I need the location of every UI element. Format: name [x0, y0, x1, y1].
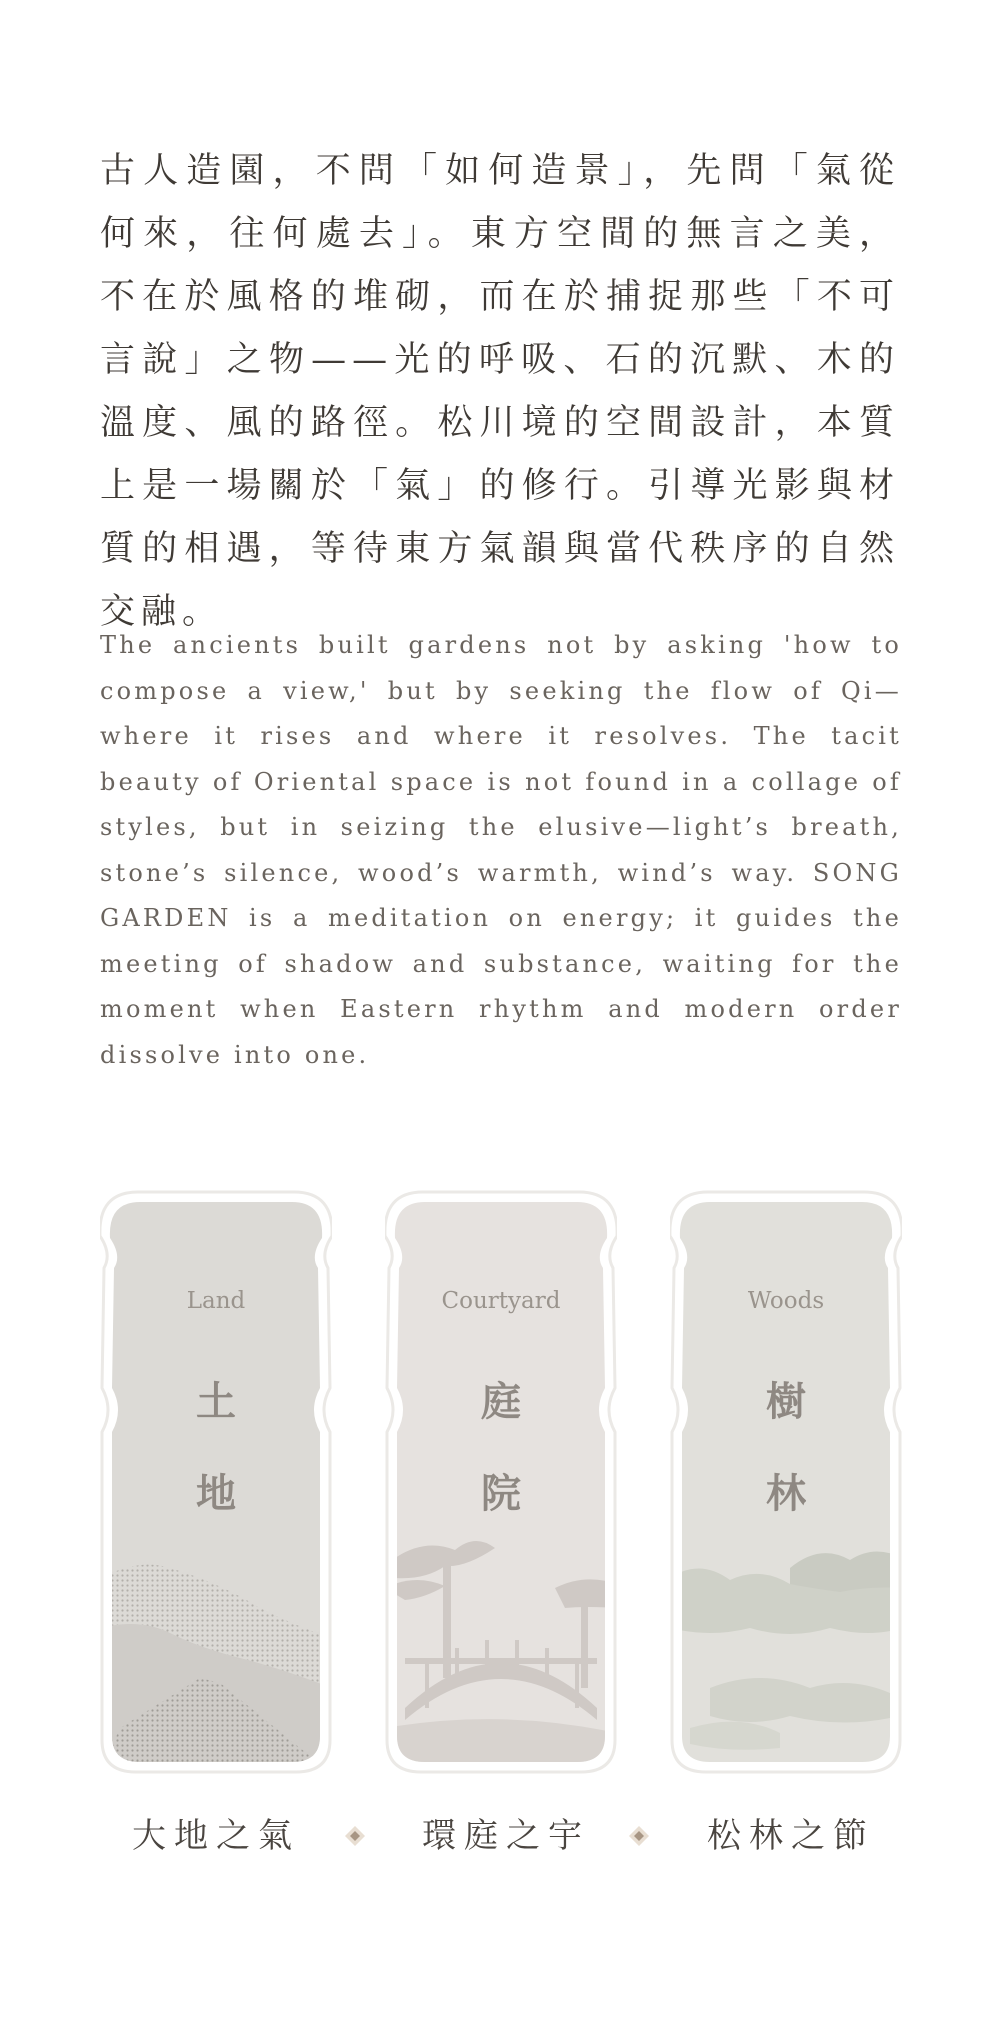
card-woods: [670, 1188, 902, 1774]
element-cards: [100, 1188, 902, 1774]
card-chinese-label: [670, 1356, 902, 1540]
intro-english-paragraph: The ancients built gardens not by asking 'how to compose a view,' but by seeking the flow of Qi—where it rises and where it resolves. The tacit beauty of Oriental space is not found in a collage of styles, but in seizing the elusive—light’s breath, stone’s silence, wood’s warmth, wind’s way. SONG GARDEN is a meditation on energy; it guides the meeting of shadow and substance, waiting for the moment when Eastern rhythm and modern order dissolve into one.: [100, 631, 902, 1069]
caption-land: 大地之氣: [132, 1816, 300, 1856]
diamond-separator-icon: [628, 1825, 650, 1847]
card-courtyard: [385, 1188, 617, 1774]
caption-woods: 松林之節: [707, 1816, 875, 1856]
intro-chinese-paragraph: 古人造園，不問「如何造景」，先問「氣從何來，往何處去」。東方空間的無言之美，不在於風格的堆砌，而在於捕捉那些「不可言說」之物——光的呼吸、石的沉默、木的溫度、風的路徑。松川境的空間設計，本質上是一場關於「氣」的修行。引導光影與材質的相遇，等待東方氣韻與當代秩序的自然交融。: [100, 151, 900, 632]
card-char-1: 土: [196, 1378, 236, 1425]
card-char-1: 樹: [766, 1378, 806, 1425]
card-english-label: Land: [186, 1288, 246, 1314]
card-land: [100, 1188, 332, 1774]
card-english-label: Courtyard: [441, 1288, 561, 1314]
card-english-label: Woods: [747, 1288, 825, 1314]
diamond-separator-icon: [344, 1825, 366, 1847]
card-chinese-label: [385, 1356, 617, 1540]
card-char-2: 林: [766, 1470, 806, 1517]
caption-courtyard: 環庭之宇: [422, 1816, 590, 1856]
card-char-2: 地: [196, 1470, 236, 1517]
card-char-2: 院: [481, 1470, 521, 1517]
caption-row: [100, 1808, 902, 1868]
card-char-1: 庭: [481, 1378, 521, 1425]
card-chinese-label: [100, 1356, 332, 1540]
